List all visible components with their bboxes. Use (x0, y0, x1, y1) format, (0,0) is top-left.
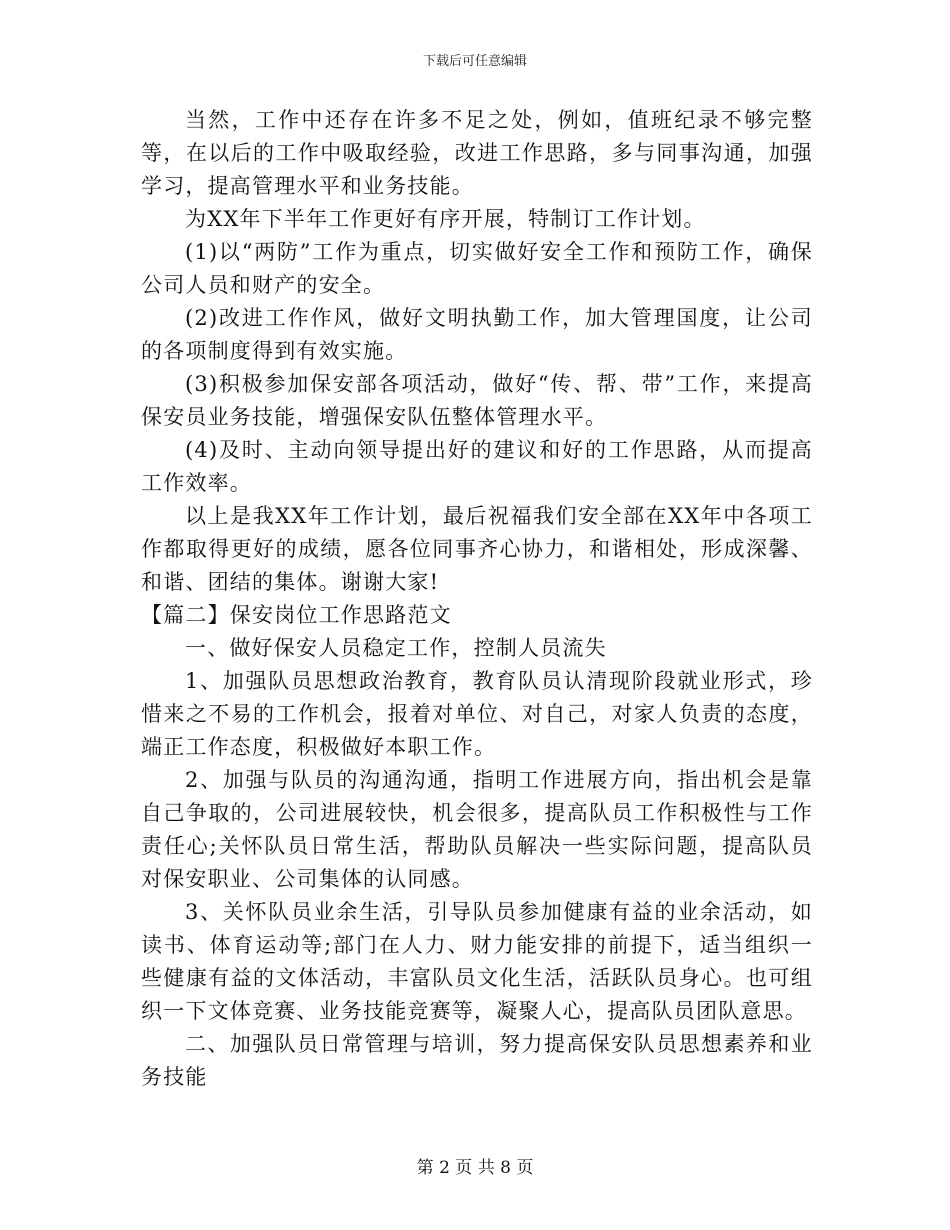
paragraph: 3、关怀队员业余生活，引导队员参加健康有益的业余活动，如读书、体育运动等;部门在人力、财力能安排的前提下，适当组织一些健康有益的文体活动，丰富队员文化生活，活跃队员身心。也可组织一下文体竞赛、业务技能竞赛等，凝聚人心，提高队员团队意思。 (141, 900, 813, 1023)
subheading: 一、做好保安人员稳定工作，控制人员流失 (185, 636, 607, 660)
section-heading: 【篇二】保安岗位工作思路范文 (141, 603, 452, 627)
list-item: (1)以“两防”工作为重点，切实做好安全工作和预防工作，确保公司人员和财产的安全。 (141, 240, 813, 297)
paragraph: 以上是我XX年工作计划，最后祝福我们安全部在XX年中各项工作都取得更好的成绩，愿各位同事齐心协力，和谐相处，形成深馨、和谐、团结的集体。谢谢大家! (141, 504, 813, 594)
document-body (141, 104, 813, 1094)
list-item: (3)积极参加保安部各项活动，做好“传、帮、带”工作，来提高保安员业务技能，增强保安队伍整体管理水平。 (141, 372, 813, 429)
paragraph: 为XX年下半年工作更好有序开展，特制订工作计划。 (185, 207, 706, 231)
paragraph: 2、加强与队员的沟通沟通，指明工作进展方向，指出机会是靠自己争取的，公司进展较快，机会很多，提高队员工作积极性与工作责任心;关怀队员日常生活，帮助队员解决一些实际问题，提高队员对保安职业、公司集体的认同感。 (141, 768, 813, 891)
paragraph: 当然，工作中还存在许多不足之处，例如，值班纪录不够完整等，在以后的工作中吸取经验，改进工作思路，多与同事沟通，加强学习，提高管理水平和业务技能。 (141, 108, 813, 198)
subheading: 二、加强队员日常管理与培训，努力提高保安队员思想素养和业务技能 (141, 1032, 813, 1089)
paragraph: 1、加强队员思想政治教育，教育队员认清现阶段就业形式，珍惜来之不易的工作机会，报着对单位、对自己，对家人负责的态度，端正工作态度，积极做好本职工作。 (141, 669, 813, 759)
page-number: 第 2 页 共 8 页 (416, 1158, 534, 1178)
list-item: (4)及时、主动向领导提出好的建议和好的工作思路，从而提高工作效率。 (141, 438, 813, 495)
list-item: (2)改进工作作风，做好文明执勤工作，加大管理国度，让公司的各项制度得到有效实施。 (141, 306, 813, 363)
header-note: 下载后可任意编辑 (422, 54, 527, 69)
